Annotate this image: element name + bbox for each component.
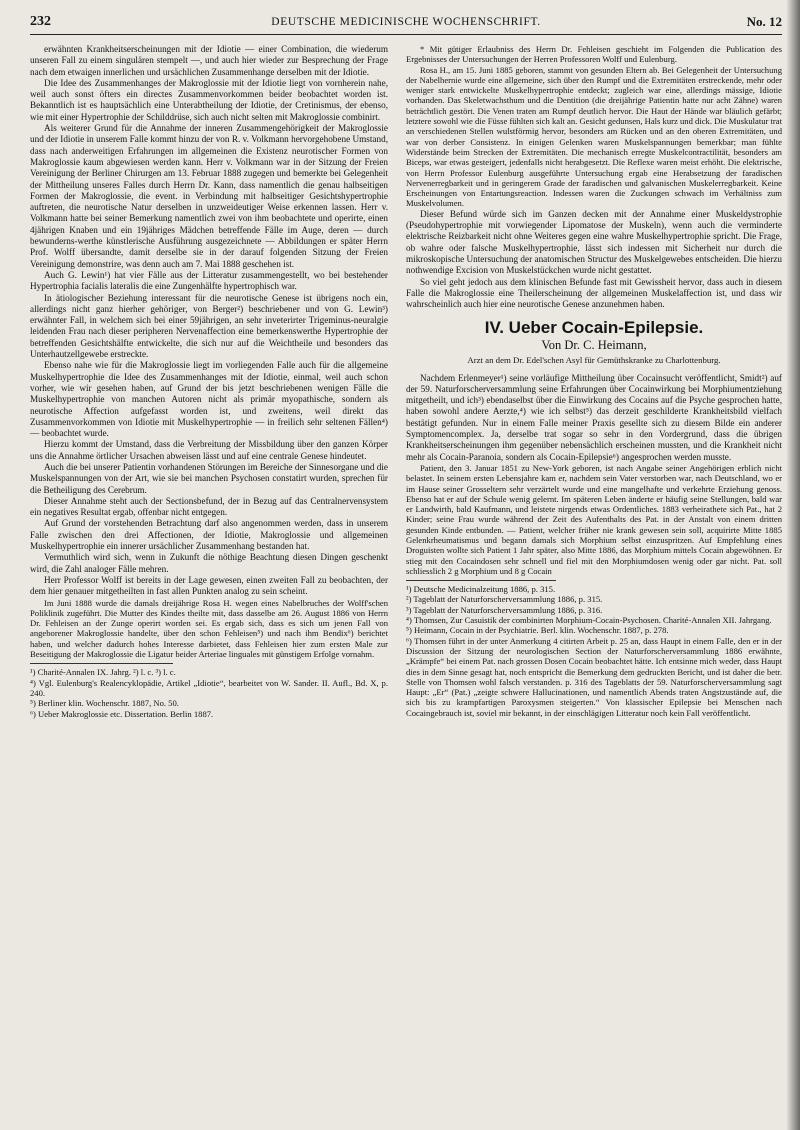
binding-shadow xyxy=(786,0,800,1130)
paragraph: erwähnten Krankheitserscheinungen mit der Idiotie — einer Combination, die wiederum unseren Fall zu einem singulären stempelt —, und auch hier wieder zur Besprechung der Frage nach dem etwaigen innerlichen und ursächlichen Zusammenhange derselben mit der Idiotie. xyxy=(30,44,388,77)
paragraph: Dieser Annahme steht auch der Sectionsbefund, der in Bezug auf das Centralnervensystem ein negatives Resultat ergab, offenbar nicht entgegen. xyxy=(30,495,388,518)
paragraph: Vermuthlich wird sich, wenn in Zukunft die nöthige Beachtung diesen Dingen geschenkt wird, die Zahl analoger Fälle mehren. xyxy=(30,552,388,574)
paragraph: Dieser Befund würde sich im Ganzen decken mit der Annahme einer Muskeldystrophie (Pseudohypertrophie mit vorwiegender Lipomatose der Muskeln), wenn auch die verminderte elektrische Reizbarkeit nicht ohne Weiteres gegen eine wahre Muskelhypertrophie spricht. Die Frage, ob wahre oder falsche Muskelhypertrophie, lässt sich indessen mit Sicherheit nur durch die mikroskopische Untersuchung der anatomischen Structur des Muskelgewebes entscheiden. Die hierzu nothwendige Excision von Muskelstückchen wurde nicht gestattet. xyxy=(406,208,782,276)
footnote: ⁵) Berliner klin. Wochenschr. 1887, No. 50. xyxy=(30,698,179,709)
paragraph: Herr Professor Wolff ist bereits in der Lage gewesen, einen zweiten Fall zu beobachten, der dem hier genauer mitgetheilten in fast allen Punkten analog zu sein scheint. xyxy=(30,574,388,597)
case-report: Patient, den 3. Januar 1851 zu New-York geboren, ist nach Angabe seiner Angehörigen erblich nicht belastet. In seinem ersten Lebensjahre kam er, nachdem sein Vater verstorben war, nach Deutschland, wo er im Hause seiner Grosseltern sehr verzärtelt wurde und eine mangelhafte und verkehrte Erziehung genoss. Ebenso hat er auf der Schule wenig gelernt. Im späteren Leben änderte er häufig seine Stellungen, bald war er Landwirth, bald Kaufmann, und leistete nirgends etwas Ordentliches. 1883 verheirathete sich Pat., hat 2 Kinder; seine Frau wurde während der Zeit des Aufenthalts des Pat. in der Anstalt von einem dritten gesunden Kinde entbunden. — Patient, welcher früher nie krank gewesen sein soll, acquirirte Mitte 1885 Gelenkrheumatismus und begann damals sich Morphium selbst einzuspritzen. Auf Empfehlung eines Droguisten wollte sich Patient 1 Jahr später, also Mitte 1886, das Morphium mittels Cocain abgewöhnen. Er stieg mit den Cocaindosen sehr schnell und fiel mit den Morphiumdosen wenig oder gar nicht. Pat. soll schliesslich 2 g Morphium und 8 g Cocain xyxy=(406,462,782,576)
footnote: ⁵) Heimann, Cocain in der Psychiatrie. Berl. klin. Wochenschr. 1887, p. 278. xyxy=(406,625,669,636)
footnote-divider xyxy=(30,663,173,664)
right-column xyxy=(406,44,782,1114)
section-title: IV. Ueber Cocain-Epilepsie. xyxy=(484,318,704,338)
footnote: ¹) Charité-Annalen IX. Jahrg. ²) l. c. ³) l. c. xyxy=(30,667,176,678)
paragraph: Die Idee des Zusammenhanges der Makroglossie mit der Idiotie liegt von vornherein nahe, weil auch sonst öfters ein directes Zusammenvorkommen beider beobachtet worden ist. Bekanntlich ist es hauptsächlich eine Unterabtheilung der Idiotie, der Cretinismus, der ebenso, wie mit einer Hypertrophie der Schilddrüse, sich auch nicht selten mit Makroglossie combinirt. xyxy=(30,77,388,122)
author-byline: Von Dr. C. Heimann, xyxy=(541,338,647,353)
paragraph: Auf Grund der vorstehenden Betrachtung darf also angenommen werden, dass in unserem Falle zwischen den drei Affectionen, der Idiotie, Makroglossie und allgemeinen Muskelhypertrophie ein innerer ursächlicher Zusammenhang bestanden hat. xyxy=(30,518,388,552)
paragraph: In ätiologischer Beziehung interessant für die neurotische Genese ist übrigens noch ein, allerdings nicht ganz hierher gehöriger, von Berger²) beschriebener und von G. Lewin³) erwähnter Fall, in welchem sich bei einer 59jährigen, an sehr inveterirter Trigeminus-neuralgie leidenden Frau nach dieser peripheren Nervenaffection eine bemerkenswerthe Hypertrophie der betreffenden Gesichtshälfte entwickelte, die sich nur auf die Weichtheile und besonders das Unterhautzellgewebe erstreckte. xyxy=(30,292,388,360)
journal-title: DEUTSCHE MEDICINISCHE WOCHENSCHRIFT. xyxy=(271,16,541,28)
left-column xyxy=(30,44,388,1114)
issue-number: No. 12 xyxy=(746,14,782,29)
paragraph: Auch G. Lewin¹) hat vier Fälle aus der Litteratur zusammengestellt, wo bei bestehender Hypertrophia facialis lateralis die eine Zungenhälfte hypertrophisch war. xyxy=(30,269,388,292)
footnote: ⁶) Ueber Makroglossie etc. Dissertation. Berlin 1887. xyxy=(30,708,214,719)
footnote: ²) Tageblatt der Naturforscherversammlung 1886, p. 315. xyxy=(406,594,603,605)
footnote: ³) Tageblatt der Naturforscherversammlung 1886, p. 316. xyxy=(406,604,603,615)
paragraph: So viel geht jedoch aus dem klinischen Befunde fast mit Gewissheit hervor, dass auch in diesem Falle die Makroglossie eine Theilerscheinung der allgemeinen Muskelaffection ist, und dass wir wahrscheinlich auch hier eine neurotische Genese anzunehmen haben. xyxy=(406,276,782,310)
running-header xyxy=(30,14,782,35)
footnote: ⁴) Thomsen, Zur Casuistik der combinirten Morphium-Cocain-Psychosen. Charité-Annalen XII. Jahrgang. xyxy=(406,615,772,626)
paragraph: Als weiterer Grund für die Annahme der inneren Zusammengehörigkeit der Makroglossie und der Idiotie in unserem Falle kommt hinzu der von R. v. Volkmann hervorgehobene Umstand, dass nach anderweitigen Erfahrungen im allgemeinen die Existenz neurotischer Formen von Makroglossie kaum abgewiesen werden kann. Herr v. Volkmann war in der Sitzung der Freien Vereinigung der Berliner Chirurgen am 13. Februar 1888 zugegen und bemerkte bei Gelegenheit der Mittheilung unseres Falles durch Herrn Dr. Kann, dass namentlich die genau halbseitigen Formen der Makroglossie, die event. in Verbindung mit halbseitiger Gesichtshypertrophie auftreten, die neurotische Natur derselben in unzweideutiger Weise erkennen lassen. Herr v. Volkmann hatte bei seiner Bemerkung namentlich zwei von ihm beobachtete und operirte, einen 4jährigen Knaben und ein 19jähriges Mädchen betreffende Fälle im Auge, deren — durch bewunderns-werthe künstlerische Ausführung ausgezeichnete — Abbildungen er später Herrn Prof. Wolff übersandte, damit derselbe sie in der darauf folgenden Sitzung der Freien Vereinigung demonstrire, was denn auch am 7. Mai 1888 geschehen ist. xyxy=(30,123,388,269)
case-report: Rosa H., am 15. Juni 1885 geboren, stammt von gesunden Eltern ab. Bei Gelegenheit der Untersuchung der Nabelhernie wurde eine allgemeine, sich über den Rumpf und die Extremitäten erstreckende, mehr oder weniger stark entwickelte Muskelhypertrophie entdeckt; zugleich war eine, allerdings mässige, Idiotie vorhanden. Das Skeletwachsthum und die Dentition (die dreijährige Patientin hatte nur acht Zähne) waren beträchtlich gestört. Die Venen traten am Rumpf deutlich hervor. Die Haut der Hände war bläulich gefärbt; letztere sowohl wie die Füsse fühlten sich kalt an. Gesicht gedunsen, Hals kurz und dick. Die Muskulatur trat an verschiedenen Stellen wulstförmig hervor, besonders am Rücken und an den oberen Extremitäten, und war von derber Consistenz. In einigen Gelenken waren Muskelspannungen bemerkbar; man fühlte Widerstände beim Strecken der Extremitäten. Die mechanisch erregte Muskelcontractilität, besonders am Biceps, war etwas gesteigert, jedenfalls nicht herabgesetzt. Die Reflexe waren meist erhöht. Die elektrische, von Herrn Professor Eulenburg ausgeführte Untersuchung ergab eine Herabsetzung der faradischen Nervenerregbarkeit und in geringerem Grade der faradischen und galvanischen Muskelerregbarkeit. Keine Erscheinungen von Entartungsreaction. Indessen waren die Zuckungen schwach im Verhältniss zum Muskelvolumen. xyxy=(406,64,782,209)
footnote: ⁴) Vgl. Eulenburg's Realencyklopädie, Artikel „Idiotie“, bearbeitet von W. Sander. II. Aufl., Bd. X, p. 240. xyxy=(30,677,388,698)
page-number: 232 xyxy=(30,14,51,29)
paragraph: Ebenso nahe wie für die Makroglossie liegt im vorliegenden Falle auch für die allgemeine Muskelhypertrophie die Idee des Zusammenhanges mit der Idiotie, einmal, weil auch schon vorher, wie wir gesehen haben, auf Grund der bis jetzt beschriebenen wenigen Fälle die Muskelhypertrophie von manchen Autoren nicht als primär myopathische, sondern als neurotische Affection aufgefasst worden ist, und zweitens, weil direkt das Zusammenvorkommen von Idiotie mit Muskelhypertrophie — in freilich sehr seltenen Fällen⁴) — beobachtet wurde. xyxy=(30,360,388,439)
paragraph: Auch die bei unserer Patientin vorhandenen Störungen im Bereiche der Sinnesorgane und die Muskelspannungen von der Art, wie sie bei manchen Psychosen constatirt wurden, sprechen für die Betheiligung des Cerebrum. xyxy=(30,461,388,495)
footnote: ⁶) Thomsen führt in der unter Anmerkung 4 citirten Arbeit p. 25 an, dass Haupt in einem Falle, den er in der Discussion der Sitzung der neurologischen Section der Naturforscherversammlung 1886 erwähnte, „Krämpfe“ bei einem Pat. nach grossen Dosen Cocain beobachtet hätte. Ich entsinne mich weder, dass Haupt dies in dem Sinne gesagt hat, noch entspricht die Bemerkung dem gedruckten Bericht, und ist daher die betr. Stelle von Thomsen wohl falsch verstanden. p. 316 des Tageblatts der 59. Naturforscherversammlung sagt Haupt: „Er“ (Pat.) „zeigte schwere Hallucinationen, und namentlich Abends traten Angstzustände auf, die sich bis zu krampfartigen Paroxysmen steigerten.“ Von klassischer Epilepsie bei Menschen nach Cocaingebrauch ist, soviel mir bekannt, in der einschlägigen Litteratur noch kein Fall veröffentlicht. xyxy=(406,635,782,718)
paragraph: Hierzu kommt der Umstand, dass die Verbreitung der Missbildung über den ganzen Körper uns die Annahme örtlicher Ursachen abweisen lässt und auf eine centrale Genese hindeutet. xyxy=(30,439,388,461)
footnote: ¹) Deutsche Medicinalzeitung 1886, p. 315. xyxy=(406,584,556,595)
author-affiliation: Arzt an dem Dr. Edel'schen Asyl für Gemüthskranke zu Charlottenburg. xyxy=(467,354,721,365)
footnote-note: * Mit gütiger Erlaubniss des Herrn Dr. Fehleisen geschieht im Folgenden die Publication des Ergebnisses der Untersuchungen der Herren Professoren Wolff und Eulenburg. xyxy=(406,44,782,65)
footnote-divider xyxy=(406,580,556,581)
paragraph-small: Im Juni 1888 wurde die damals dreijährige Rosa H. wegen eines Nabelbruches der Wolff'schen Poliklinik zugeführt. Die Mutter des Kindes theilte mit, dass dasselbe am 26. August 1886 von Herrn Dr. Fehleisen an der Zunge operirt worden sei. Es ergab sich, dass es sich um jenen Fall von angeborener Makroglossie handelte, über den schon Fehleisen⁵) und nach ihm Bendix⁶) berichtet haben, und welcher dadurch hohes Interesse darbietet, dass Fehleisen hier zum ersten Male zur Beseitigung der Makroglossie die Ligatur beider Arteriae linguales mit günstigem Erfolge vornahm. xyxy=(30,597,388,660)
paragraph: Nachdem Erlenmeyer¹) seine vorläufige Mittheilung über Cocainsucht veröffentlicht, Smidt²) auf der 59. Naturforscherversammlung seine Erfahrungen über Cocainwirkung bei Morphiumentziehung mitgetheilt, und ich³) ebendaselbst über die Einwirkung des Cocains auf die Psyche gesprochen hatte, haben sowohl andere Aerzte,⁴) wie ich selbst⁵) das derzeit geschilderte Krankheitsbild vielfach bestätigt gefunden. Nur in einem Falle meiner Praxis gesellte sich zu diesem Bilde ein anderer Symptomencomplex. Ja, derselbe trat sogar so sehr in den Vordergrund, dass die übrigen Krankheitserscheinungen ihm gegenüber nebensächlich erscheinen mussten, und die Krankheit nicht mehr als Cocain-Paranoia, sondern als Cocain-Epilepsie⁶) angesprochen werden musste. xyxy=(406,372,782,462)
